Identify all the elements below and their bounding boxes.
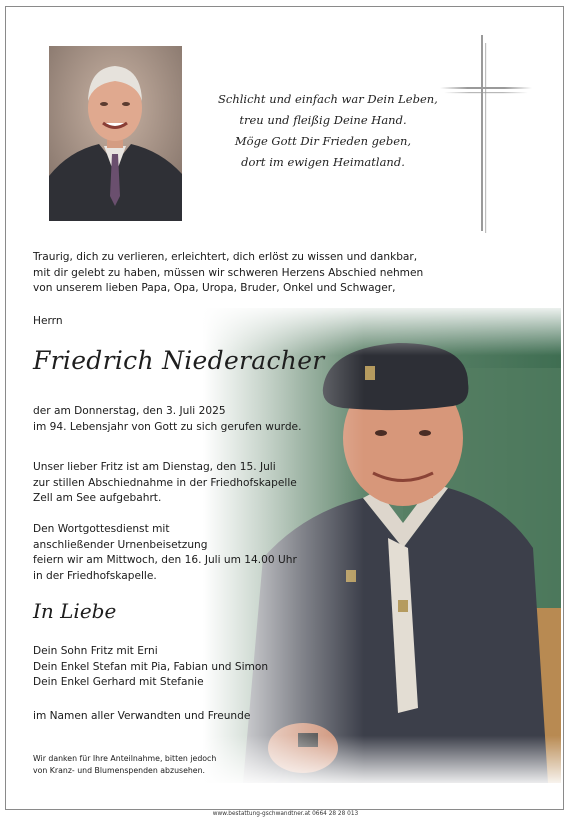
intro-line: von unserem lieben Papa, Opa, Uropa, Bruder, Onkel und Schwager, <box>33 282 396 294</box>
death-notice <box>33 404 301 435</box>
viewing-line: Zell am See aufgebahrt. <box>33 492 162 504</box>
service-line: anschließender Urnenbeisetzung <box>33 538 208 551</box>
family-list <box>33 644 268 691</box>
family-line: Dein Sohn Fritz mit Erni <box>33 645 158 657</box>
poem-line: treu und fleißig Deine Hand. <box>239 113 407 127</box>
poem-line: Möge Gott Dir Frieden geben, <box>234 134 412 148</box>
salutation: Herrn <box>33 315 63 327</box>
service-line: in der Friedhofskapelle. <box>33 569 157 582</box>
family-line: Dein Enkel Stefan mit Pia, Fabian und Simon <box>33 660 269 673</box>
death-line: der am Donnerstag, den 3. Juli 2025 <box>33 405 226 417</box>
portrait-photo <box>49 46 182 221</box>
death-line: im 94. Lebensjahr von Gott zu sich gerufen wurde. <box>33 420 302 433</box>
poem-line: Schlicht und einfach war Dein Leben, <box>218 92 438 106</box>
thanks-line: Wir danken für Ihre Anteilnahme, bitten jedoch <box>33 754 217 763</box>
poem <box>218 89 438 173</box>
cross-icon <box>440 35 532 239</box>
intro-line: mit dir gelebt zu haben, müssen wir schweren Herzens Abschied nehmen <box>33 266 424 279</box>
intro-text <box>33 250 433 297</box>
viewing-line: zur stillen Abschiednahme in der Friedhofskapelle <box>33 476 297 489</box>
relatives-line <box>33 709 250 725</box>
viewing-line: Unser lieber Fritz ist am Dienstag, den 15. Juli <box>33 461 276 473</box>
footer-contact: www.bestattung-gschwandtner.at 0664 28 28 013 <box>212 811 359 817</box>
viewing-notice <box>33 460 297 507</box>
service-line: Den Wortgottesdienst mit <box>33 523 170 535</box>
poem-line: dort im ewigen Heimatland. <box>241 155 405 169</box>
intro-line: Traurig, dich zu verlieren, erleichtert, dich erlöst zu wissen und dankbar, <box>33 251 418 263</box>
thanks-note <box>33 753 216 777</box>
thanks-line: von Kranz- und Blumenspenden abzusehen. <box>33 766 206 775</box>
relatives-text: im Namen aller Verwandten und Freunde <box>33 710 251 722</box>
in-love-heading: In Liebe <box>33 599 117 623</box>
deceased-name: Friedrich Niederacher <box>33 346 325 375</box>
service-line: feiern wir am Mittwoch, den 16. Juli um 14.00 Uhr <box>33 554 297 566</box>
service-notice <box>33 522 297 584</box>
family-line: Dein Enkel Gerhard mit Stefanie <box>33 676 204 688</box>
